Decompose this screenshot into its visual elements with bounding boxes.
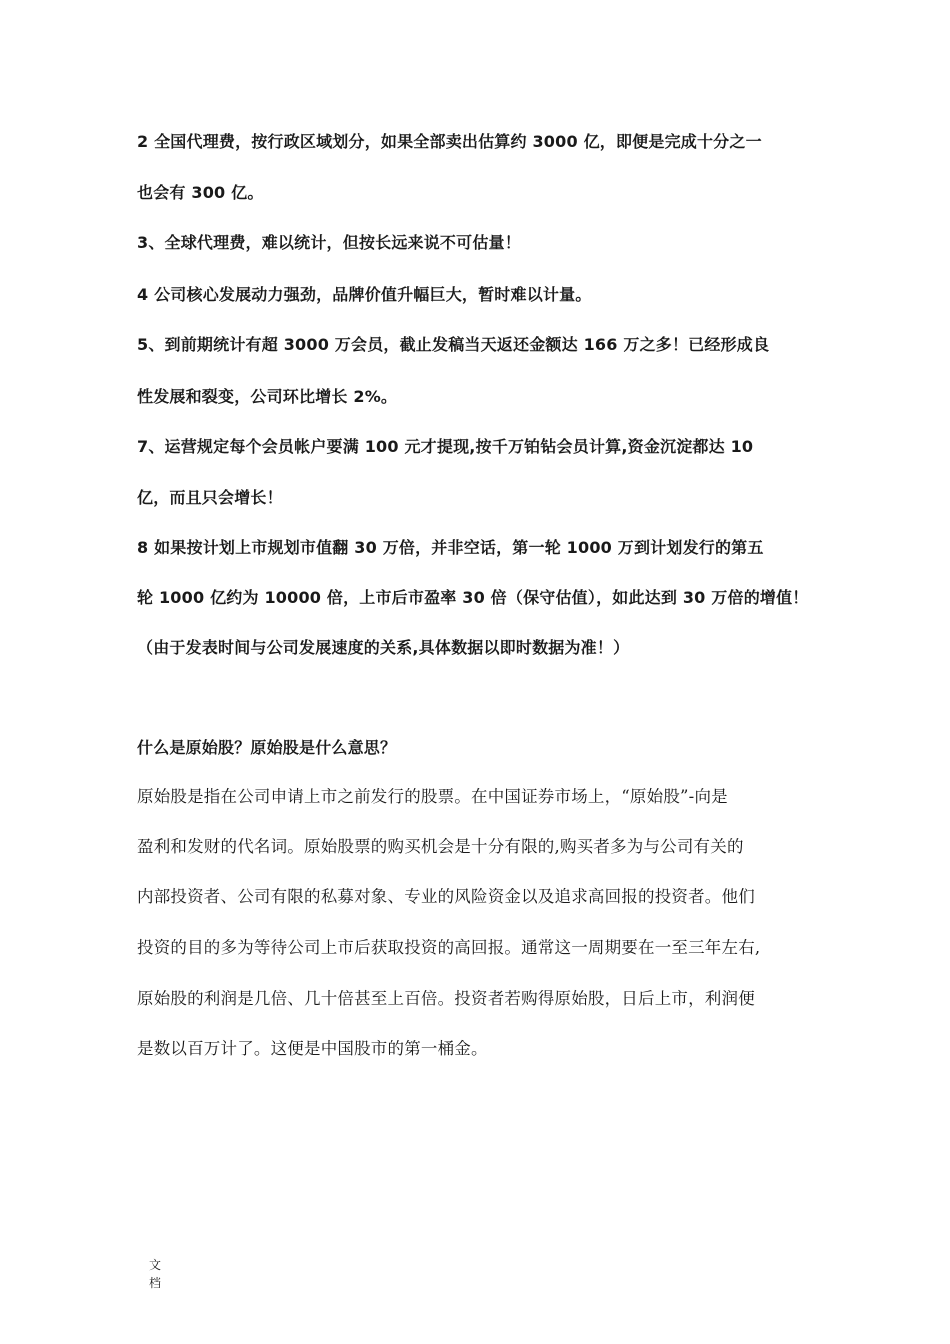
section-paragraph-line: 内部投资者、公司有限的私募对象、专业的风险资金以及追求高回报的投资者。他们 bbox=[137, 887, 755, 906]
point-5-line-1: 5、到前期统计有超 3000 万会员，截止发稿当天返还金额达 166 万之多！已经形成良 bbox=[137, 335, 770, 354]
point-7-line-2: 亿，而且只会增长！ bbox=[137, 488, 283, 507]
point-4: 4 公司核心发展动力强劲，品牌价值升幅巨大，暂时难以计量。 bbox=[137, 285, 592, 304]
section-paragraph-line: 原始股是指在公司申请上市之前发行的股票。在中国证券市场上，“原始股”-向是 bbox=[137, 787, 728, 806]
section-paragraph-line: 盈利和发财的代名词。原始股票的购买机会是十分有限的,购买者多为与公司有关的 bbox=[137, 837, 744, 856]
disclaimer-note: （由于发表时间与公司发展速度的关系,具体数据以即时数据为准！） bbox=[137, 638, 630, 657]
section-paragraph-line: 是数以百万计了。这便是中国股市的第一桶金。 bbox=[137, 1039, 488, 1058]
point-8-line-1: 8 如果按计划上市规划市值翻 30 万倍，并非空话，第一轮 1000 万到计划发行的第五 bbox=[137, 538, 764, 557]
footer-char-2: 档 bbox=[149, 1276, 162, 1290]
point-5-line-2: 性发展和裂变，公司环比增长 2%。 bbox=[137, 387, 398, 406]
section-heading: 什么是原始股？原始股是什么意思？ bbox=[137, 738, 397, 757]
point-2-line-2: 也会有 300 亿。 bbox=[137, 183, 264, 202]
point-3: 3、全球代理费，难以统计，但按长远来说不可估量！ bbox=[137, 233, 521, 252]
footer-char-1: 文 bbox=[149, 1258, 162, 1272]
section-paragraph-line: 原始股的利润是几倍、几十倍甚至上百倍。投资者若购得原始股，日后上市，利润便 bbox=[137, 989, 755, 1008]
section-paragraph-line: 投资的目的多为等待公司上市后获取投资的高回报。通常这一周期要在一至三年左右, bbox=[137, 938, 761, 957]
point-7-line-1: 7、运营规定每个会员帐户要满 100 元才提现,按千万铂钻会员计算,资金沉淀都达 10 bbox=[137, 437, 754, 456]
point-8-line-2: 轮 1000 亿约为 10000 倍，上市后市盈率 30 倍（保守估值），如此达到 30 万倍的增值！ bbox=[137, 588, 809, 607]
page-footer bbox=[149, 1256, 165, 1292]
point-2-line-1: 2 全国代理费，按行政区域划分，如果全部卖出估算约 3000 亿，即便是完成十分之一 bbox=[137, 132, 762, 151]
